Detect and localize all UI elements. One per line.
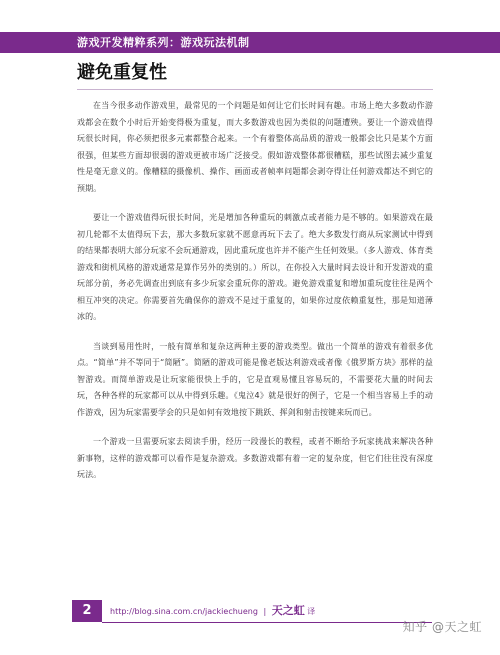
header-band — [0, 32, 500, 53]
paragraph: 当谈到易用性时，一般有简单和复杂这两种主要的游戏类型。做出一个简单的游戏有着很多优点。“简单”并不等同于“简陋”。简陋的游戏可能是像老版达利游戏或者像《俄罗斯方块》那样的益智游戏。而简单游戏是让玩家能很快上手的，它是直观易懂且容易玩的，不需要花大量的时间去玩，各种各样的玩家都可以从中得到乐趣。《鬼泣4》就是很好的例子，它是一个相当容易上手的动作游戏，因为玩家需要学会的只是如何有效地按下跳跃、挥剑和射击按键来玩而已。 — [77, 341, 433, 417]
footer-credits — [110, 604, 315, 619]
section-title: 避免重复性 — [77, 62, 167, 83]
paragraph: 一个游戏一旦需要玩家去阅读手册，经历一段漫长的教程，或者不断给予玩家挑战来解决各种新事物，这样的游戏都可以看作是复杂游戏。多数游戏都有着一定的复杂度，但它们往往没有深度玩法。 — [77, 437, 433, 479]
footer-brand: 天之虹 — [271, 604, 305, 617]
footer-separator: | — [263, 607, 267, 616]
page-footer — [72, 600, 432, 622]
header-title: 游戏开发精粹系列：游戏玩法机制 — [77, 36, 250, 49]
title-divider — [77, 89, 433, 90]
footer-role: 译 — [307, 607, 316, 616]
page-header — [0, 0, 500, 60]
watermark: 知乎 @天之虹 — [402, 620, 482, 634]
page-number: 2 — [72, 600, 102, 622]
footer-url[interactable]: http://blog.sina.com.cn/jackiechueng — [110, 607, 258, 616]
paragraph: 在当今很多动作游戏里，最常见的一个问题是如何让它们长时间有趣。市场上绝大多数动作游戏都会在数个小时后开始变得极为重复，而大多数游戏也因为类似的问题遭殃。要让一个游戏值得玩很长时间，你必须把很多元素都整合起来。一个有着整体高品质的游戏一般都会比只是某个方面很强，但某些方面却很弱的游戏更被市场广泛接受。假如游戏整体都很糟糕，那些试图去减少重复性是毫无意义的。像糟糕的摄像机、操作、画面或者帧率问题都会剥夺得让任何游戏都达不到它的预期。 — [77, 101, 433, 193]
body-text — [77, 98, 433, 497]
paragraph: 要让一个游戏值得玩很长时间，光是增加各种重玩的刺激点或者能力是不够的。如果游戏在最初几轮都不太值得玩下去，那大多数玩家就不愿意再玩下去了。绝大多数发行商从玩家测试中得到的结果都表明大部分玩家不会玩通游戏，因此重玩度也许并不能产生任何效果。（多人游戏、体育类游戏和街机风格的游戏通常是算作另外的类别的。）所以，在你投入大量时间去设计和开发游戏的重玩部分前，务必先调查出到底有多少玩家会重玩你的游戏。避免游戏重复和增加重玩度往往是两个相互冲突的决定。你需要首先确保你的游戏不是过于重复的，如果你过度依赖重复性，那是知道薄冰的。 — [77, 213, 433, 321]
